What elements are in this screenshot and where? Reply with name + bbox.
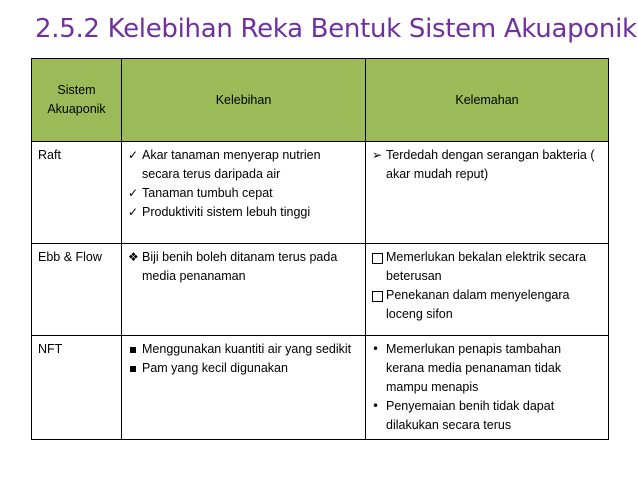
disadvantages-cell	[366, 142, 609, 244]
table-row	[32, 244, 609, 336]
header-disadvantages: Kelemahan	[366, 59, 609, 142]
list-item: ✓ Akar tanaman menyerap nutrien secara terus daripada air	[128, 148, 321, 181]
disadvantages-cell	[366, 244, 609, 336]
checkmark-icon: ✓	[128, 205, 139, 219]
disadvantages-cell	[366, 336, 609, 440]
list-item: Memerlukan bekalan elektrik secara beterusan	[372, 248, 602, 286]
system-name: Raft	[32, 142, 122, 244]
header-advantages: Kelebihan	[122, 59, 366, 142]
table-row	[32, 142, 609, 244]
list-item: Penekanan dalam menyelengara loceng sifon	[372, 286, 602, 324]
comparison-table	[31, 58, 609, 440]
list-item: • Memerlukan penapis tambahan kerana media penanaman tidak mampu menapis	[372, 342, 562, 394]
advantages-cell	[122, 336, 366, 440]
checkmark-icon: ✓	[128, 148, 139, 162]
list-item: Menggunakan kuantiti air yang sedikit	[128, 340, 359, 359]
list-item: ❖ Biji benih boleh ditanam terus pada media penanaman	[128, 250, 338, 283]
system-name: Ebb & Flow	[32, 244, 122, 336]
table-header-row	[32, 59, 609, 142]
list-item: • Penyemaian benih tidak dapat dilakukan secara terus	[372, 399, 555, 432]
advantages-cell	[122, 244, 366, 336]
header-system: Sistem Akuaponik	[32, 59, 122, 142]
advantages-cell	[122, 142, 366, 244]
diamond-bullet-icon: ❖	[128, 250, 139, 264]
square-bullet-icon	[130, 347, 136, 353]
box-bullet-icon	[372, 291, 383, 302]
box-bullet-icon	[372, 253, 383, 264]
list-item: ✓ Tanaman tumbuh cepat	[128, 184, 359, 203]
list-item: ➢ Terdedah dengan serangan bakteria ( akar mudah reput)	[372, 148, 595, 181]
square-bullet-icon	[130, 366, 136, 372]
table-row	[32, 336, 609, 440]
list-item: Pam yang kecil digunakan	[128, 359, 359, 378]
list-item: ✓ Produktiviti sistem lebuh tinggi	[128, 203, 359, 222]
dot-bullet-icon: •	[372, 342, 380, 356]
checkmark-icon: ✓	[128, 186, 139, 200]
dot-bullet-icon: •	[372, 399, 380, 413]
system-name: NFT	[32, 336, 122, 440]
arrow-bullet-icon: ➢	[372, 148, 383, 162]
slide-title: 2.5.2 Kelebihan Reka Bentuk Sistem Akuaponik	[35, 14, 637, 44]
